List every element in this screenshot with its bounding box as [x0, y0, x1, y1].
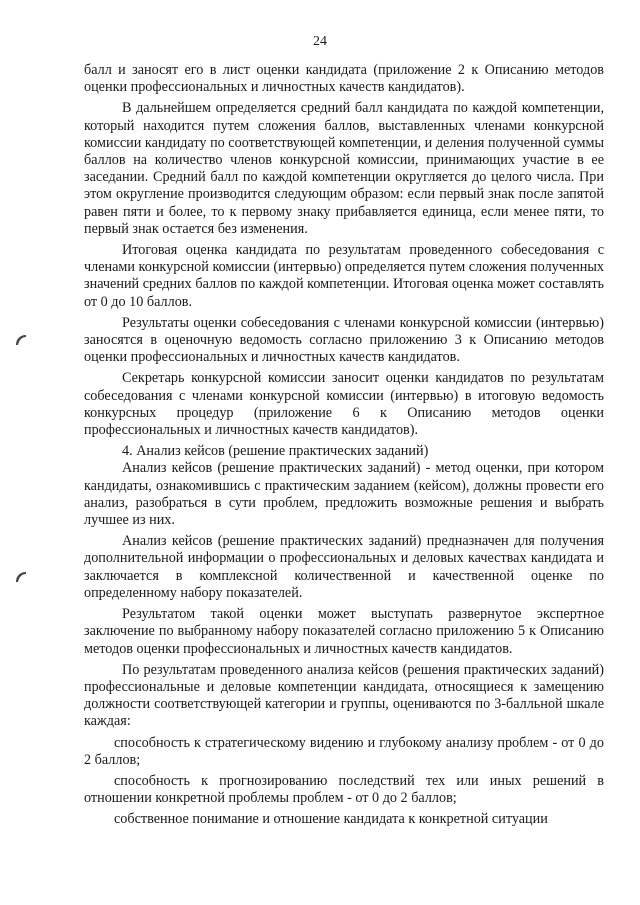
- document-body: [84, 62, 604, 833]
- paragraph-final-score: Итоговая оценка кандидата по результатам проведенного собеседования с членами конкурсной комиссии (интервью) определяется путем сложения полученных значений средних баллов по каждой компетенции. Итоговая оценка может составлять от 0 до 10 баллов.: [84, 242, 604, 310]
- paragraph-secretary: Секретарь конкурсной комиссии заносит оценки кандидатов по результатам собеседования с членами конкурсной комиссии (интервью) в итоговую ведомость конкурсных процедур (приложение 6 к Описанию методов оценки профессиональных и личностных качеств кандидатов).: [84, 370, 604, 439]
- punch-hole-mark-bottom: [14, 570, 28, 584]
- paragraph-competency-scale: По результатам проведенного анализа кейсов (решения практических заданий) профессиональные и деловые компетенции кандидата, относящиеся к замещению должности соответствующей категории и группы, оцениваются по 3-балльной шкале каждая:: [84, 661, 604, 730]
- list-item-own-understanding: собственное понимание и отношение кандидата к конкретной ситуации: [114, 811, 548, 828]
- paragraph-expert-conclusion: Результатом такой оценки может выступать развернутое экспертное заключение по выбранному набору показателей согласно приложению 5 к Описанию методов оценки профессиональных и личностных качеств кандидатов.: [84, 606, 604, 657]
- paragraph-case-method: Анализ кейсов (решение практических заданий) - метод оценки, при котором кандидаты, ознакомившись с практическим заданием (кейсом), должны провести его анализ, разобраться в сути проблем, предложить возможные решения и выбрать лучшее из них.: [84, 460, 604, 529]
- punch-hole-mark-top: [14, 333, 28, 347]
- paragraph-average-score: В дальнейшем определяется средний балл кандидата по каждой компетенции, который находится путем сложения баллов, выставленных членами конкурсной комиссии кандидату по соответствующей компетенции, и деления полученной суммы баллов на количество членов конкурсной комиссии, принимающих участие в ее заседании. Средний балл по каждой компетенции округляется до целого числа. При этом округление производится следующим образом: если первый знак после запятой равен пяти и более, то к первому знаку прибавляется единица, если менее пяти, то первый знак остается без изменения.: [84, 100, 604, 237]
- section-heading-case-analysis: 4. Анализ кейсов (решение практических заданий): [122, 443, 429, 460]
- list-item-strategic-vision: способность к стратегическому видению и глубокому анализу проблем - от 0 до 2 баллов;: [84, 734, 604, 768]
- paragraph-continuation: балл и заносят его в лист оценки кандидата (приложение 2 к Описанию методов оценки профессиональных и личностных качеств кандидатов).: [84, 62, 604, 96]
- page-number: 24: [313, 34, 327, 49]
- list-item-forecasting: способность к прогнозированию последствий тех или иных решений в отношении конкретной проблемы проблем - от 0 до 2 баллов;: [84, 772, 604, 807]
- paragraph-interview-results: Результаты оценки собеседования с членами конкурсной комиссии (интервью) заносятся в оценочную ведомость согласно приложению 3 к Описанию методов оценки профессиональных и личностных качеств кандидатов.: [84, 314, 604, 366]
- paragraph-case-purpose: Анализ кейсов (решение практических заданий) предназначен для получения дополнительной информации о профессиональных и деловых качествах кандидата и заключается в комплексной количественной и качественной оценке по определенному набору показателей.: [84, 533, 604, 601]
